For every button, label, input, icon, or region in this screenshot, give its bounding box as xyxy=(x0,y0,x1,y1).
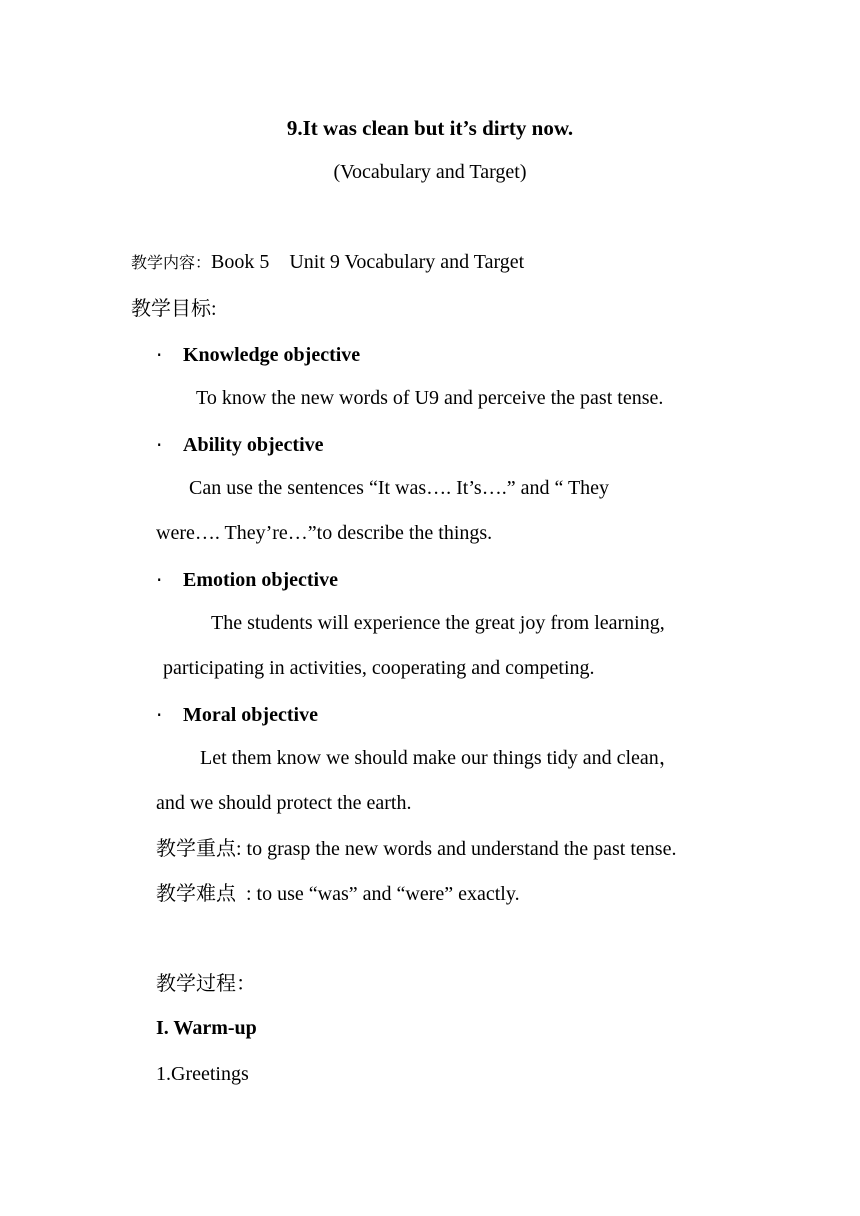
difficult-point-label: 教学难点 xyxy=(156,881,236,905)
teaching-content-label: 教学内容： xyxy=(131,253,212,272)
step-greetings: 1.Greetings xyxy=(156,1063,249,1085)
document-title: 9.It was clean but it’s dirty now. xyxy=(286,116,574,140)
objective-heading-emotion: Emotion objective xyxy=(183,569,338,591)
objective-text-ability-line1: Can use the sentences “It was…. It’s….” and “ They xyxy=(189,477,610,499)
bullet-icon: · xyxy=(156,568,163,592)
objective-text-knowledge: To know the new words of U9 and perceive the past tense. xyxy=(196,387,664,409)
objective-heading-moral: Moral objective xyxy=(183,704,318,726)
section-warm-up: I. Warm-up xyxy=(156,1017,257,1039)
teaching-goals-heading xyxy=(131,296,217,321)
teaching-content-text: Book 5 Unit 9 Vocabulary and Target xyxy=(211,251,525,273)
teaching-goals-label: 教学目标 xyxy=(131,296,211,320)
objective-text-moral-line2: and we should protect the earth. xyxy=(156,792,412,814)
objective-heading-knowledge: Knowledge objective xyxy=(183,344,361,366)
key-point-text: : to grasp the new words and understand the past tense. xyxy=(236,838,677,860)
key-point-label: 教学重点 xyxy=(156,836,236,860)
difficult-point xyxy=(156,881,520,906)
objective-text-moral-line1: Let them know we should make our things tidy and clean， xyxy=(200,747,679,769)
objective-text-emotion-line2: participating in activities, cooperating and competing. xyxy=(163,657,595,679)
teaching-content xyxy=(131,250,524,275)
difficult-point-text: : to use “was” and “were” exactly. xyxy=(236,883,520,905)
objective-text-emotion-line1: The students will experience the great joy from learning, xyxy=(211,612,665,634)
bullet-icon: · xyxy=(156,703,163,727)
key-point xyxy=(156,836,676,861)
teaching-process-heading: 教学过程： xyxy=(156,971,256,995)
bullet-icon: · xyxy=(156,343,163,367)
objective-heading-ability: Ability objective xyxy=(183,434,324,456)
bullet-icon: · xyxy=(156,433,163,457)
teaching-goals-suffix: : xyxy=(211,298,217,320)
document-subtitle: (Vocabulary and Target) xyxy=(333,161,527,183)
objective-text-ability-line2: were…. They’re…”to describe the things. xyxy=(156,522,493,544)
